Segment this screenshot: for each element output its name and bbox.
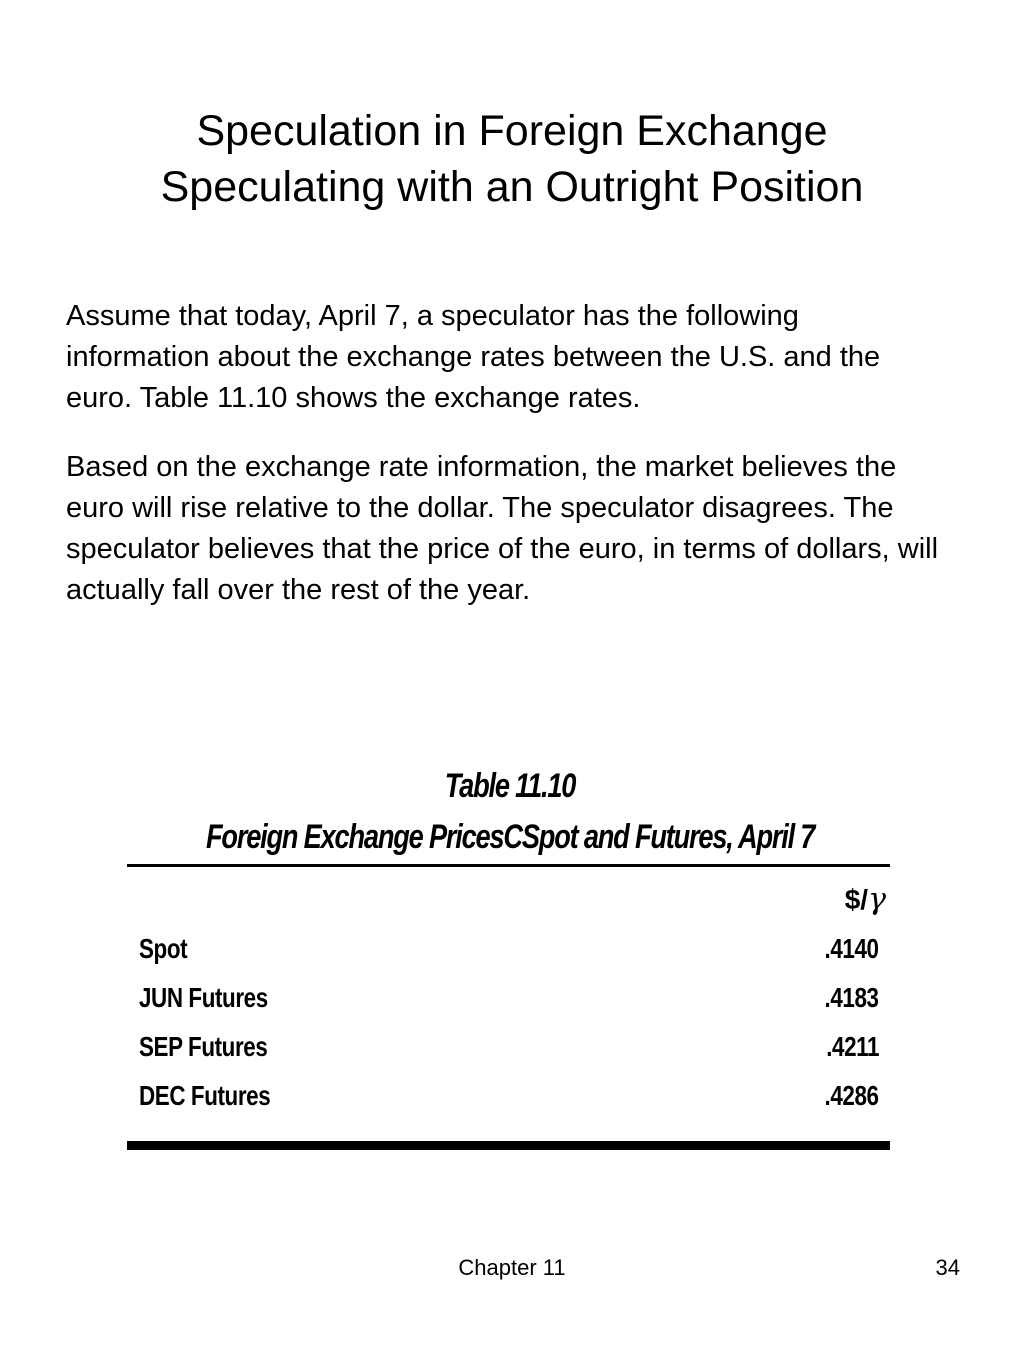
row-label: JUN Futures (139, 982, 268, 1013)
row-value: .4140 (824, 933, 879, 964)
page-number: 34 (935, 1255, 960, 1280)
row-value: .4286 (824, 1080, 879, 1111)
slide-title (0, 103, 1024, 215)
row-label: SEP Futures (139, 1031, 268, 1062)
title-line-1: Speculation in Foreign Exchange (196, 107, 828, 155)
column-header (700, 880, 886, 920)
table-bottom-rule (127, 1141, 890, 1150)
market-belief-paragraph: Based on the exchange rate information, the market believes the euro will rise relative to the dollar. The speculator disagrees. The speculator believes that the price of the euro, in terms of dollars, will actually fall over the rest of the year. (66, 451, 939, 606)
table-title: Foreign Exchange PricesCSpot and Futures, April 7 (206, 818, 815, 856)
table-row (139, 1076, 879, 1116)
footer-chapter: Chapter 11 (458, 1255, 566, 1280)
table-row (139, 929, 879, 969)
euro-symbol: γ (868, 882, 886, 917)
row-label: Spot (139, 933, 188, 964)
row-value: .4183 (824, 982, 879, 1013)
title-line-2: Speculating with an Outright Position (160, 163, 864, 211)
intro-paragraph: Assume that today, April 7, a speculator has the following information about the exchange rates between the U.S. and the euro. Table 11.10 shows the exchange rates. (66, 300, 881, 414)
table-top-rule (127, 864, 890, 867)
table-row (139, 1027, 879, 1067)
table-row (139, 978, 879, 1018)
row-label: DEC Futures (139, 1080, 271, 1111)
row-value: .4211 (826, 1031, 879, 1062)
table-number: Table 11.10 (444, 767, 576, 805)
column-header-text: $/ (844, 884, 869, 915)
